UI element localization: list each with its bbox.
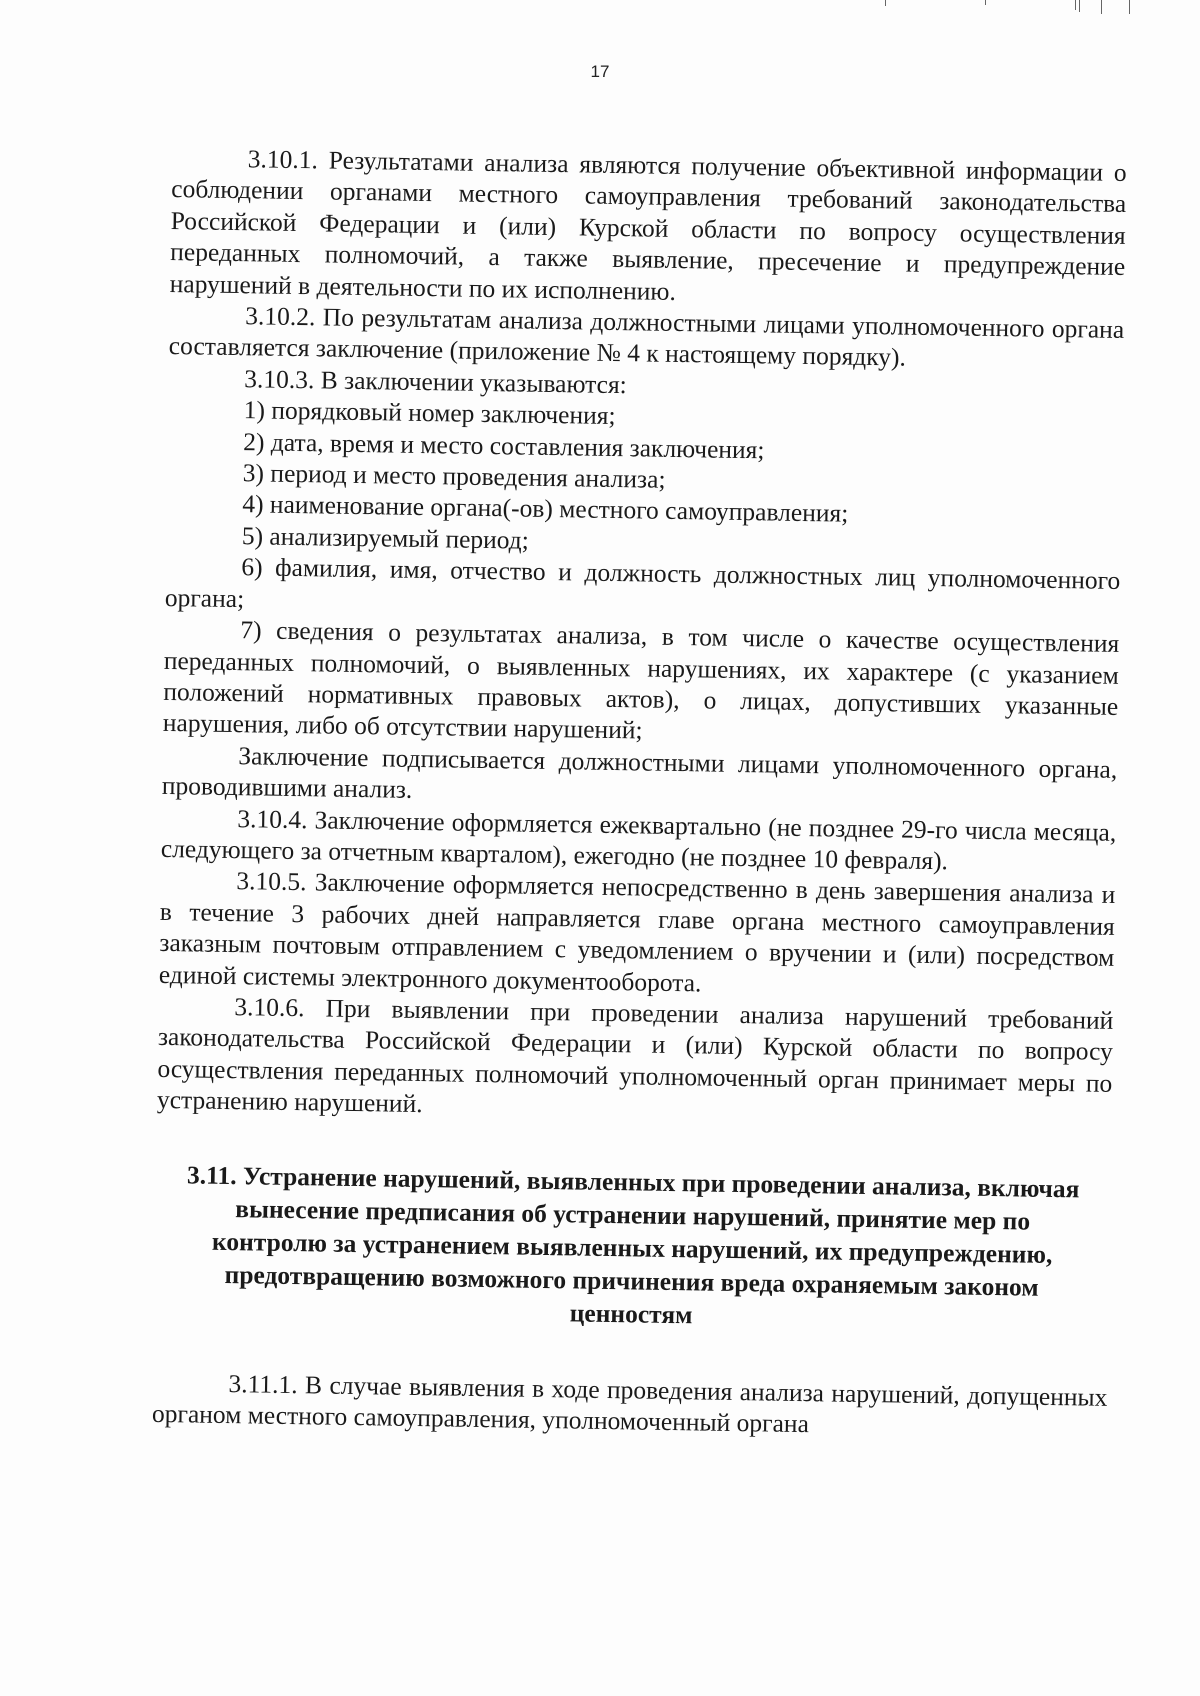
list-item: 6) фамилия, имя, отчество и должность должностных лиц уполномоченного органа; xyxy=(164,552,1121,613)
paragraph-3-10-6: 3.10.6. При выявлении при проведении анализа нарушений требований законодательства Российской Федерации и (или) Курской области по вопросу осуществления переданных полномочий уполномоченный орган принимает меры по устранению нарушений. xyxy=(156,992,1114,1119)
list-item: 4) наименование органа(-ов) местного самоуправления; xyxy=(242,489,849,529)
page-number: 17 xyxy=(590,62,610,81)
paragraph-signature: Заключение подписывается должностными лицами уполномоченного органа, проводившими анализ. xyxy=(161,740,1118,804)
paragraph-3-10-1: 3.10.1. Результатами анализа являются получение объективной информации о соблюдении органами местного самоуправления требований законодательства Российской Федерации и (или) Курской области по вопросу осуществления переданных полномочий, а также выявление, пресечение и предупреждение нарушений в деятельности по их исполнению. xyxy=(169,144,1127,306)
list-item: 5) анализируемый период; xyxy=(241,521,530,555)
section-heading-3-11: 3.11. Устранение нарушений, выявленных при проведении анализа, включая вынесение предписания об устранении нарушений, принятие мер по контролю за устранением выявленных нарушений, их предупреждению, предотвращению возможного причинения вреда охраняемым законом ценностям xyxy=(186,1159,1080,1329)
paragraph-3-10-5: 3.10.5. Заключение оформляется непосредственно в день завершения анализа и в течение 3 рабочих дней направляется главе органа местного самоуправления заказным почтовым отправлением с уведомлением о вручении и (или) посредством единой системы электронного документооборота. xyxy=(158,866,1116,997)
scan-edge-marks xyxy=(885,0,1145,14)
document-body xyxy=(152,142,1127,1444)
list-item: 1) порядковый номер заключения; xyxy=(243,395,616,431)
list-item: 3) период и место проведения анализа; xyxy=(242,458,666,494)
list-item: 7) сведения о результатах анализа, в том числе о качестве осуществления переданных полномочий, о выявленных нарушениях, их характере (с указанием положений нормативных правовых актов), о лицах, допустивших указанные нарушения, либо об отсутствии нарушений; xyxy=(162,615,1120,745)
paragraph-3-10-4: 3.10.4. Заключение оформляется ежеквартально (не позднее 29-го числа месяца, следующего за отчетным кварталом), ежегодно (не позднее 10 февраля). xyxy=(160,803,1117,876)
list-item: 2) дата, время и место составления заключения; xyxy=(243,426,765,464)
paragraph-3-10-2: 3.10.2. По результатам анализа должностными лицами уполномоченного органа составляется заключение (приложение № 4 к настоящему порядку). xyxy=(168,301,1125,372)
paragraph-3-10-3: 3.10.3. В заключении указываются: xyxy=(244,364,628,400)
paragraph-3-11-1: 3.11.1. В случае выявления в ходе проведения анализа нарушений, допущенных органом местного самоуправления, уполномоченный органа xyxy=(151,1368,1108,1439)
